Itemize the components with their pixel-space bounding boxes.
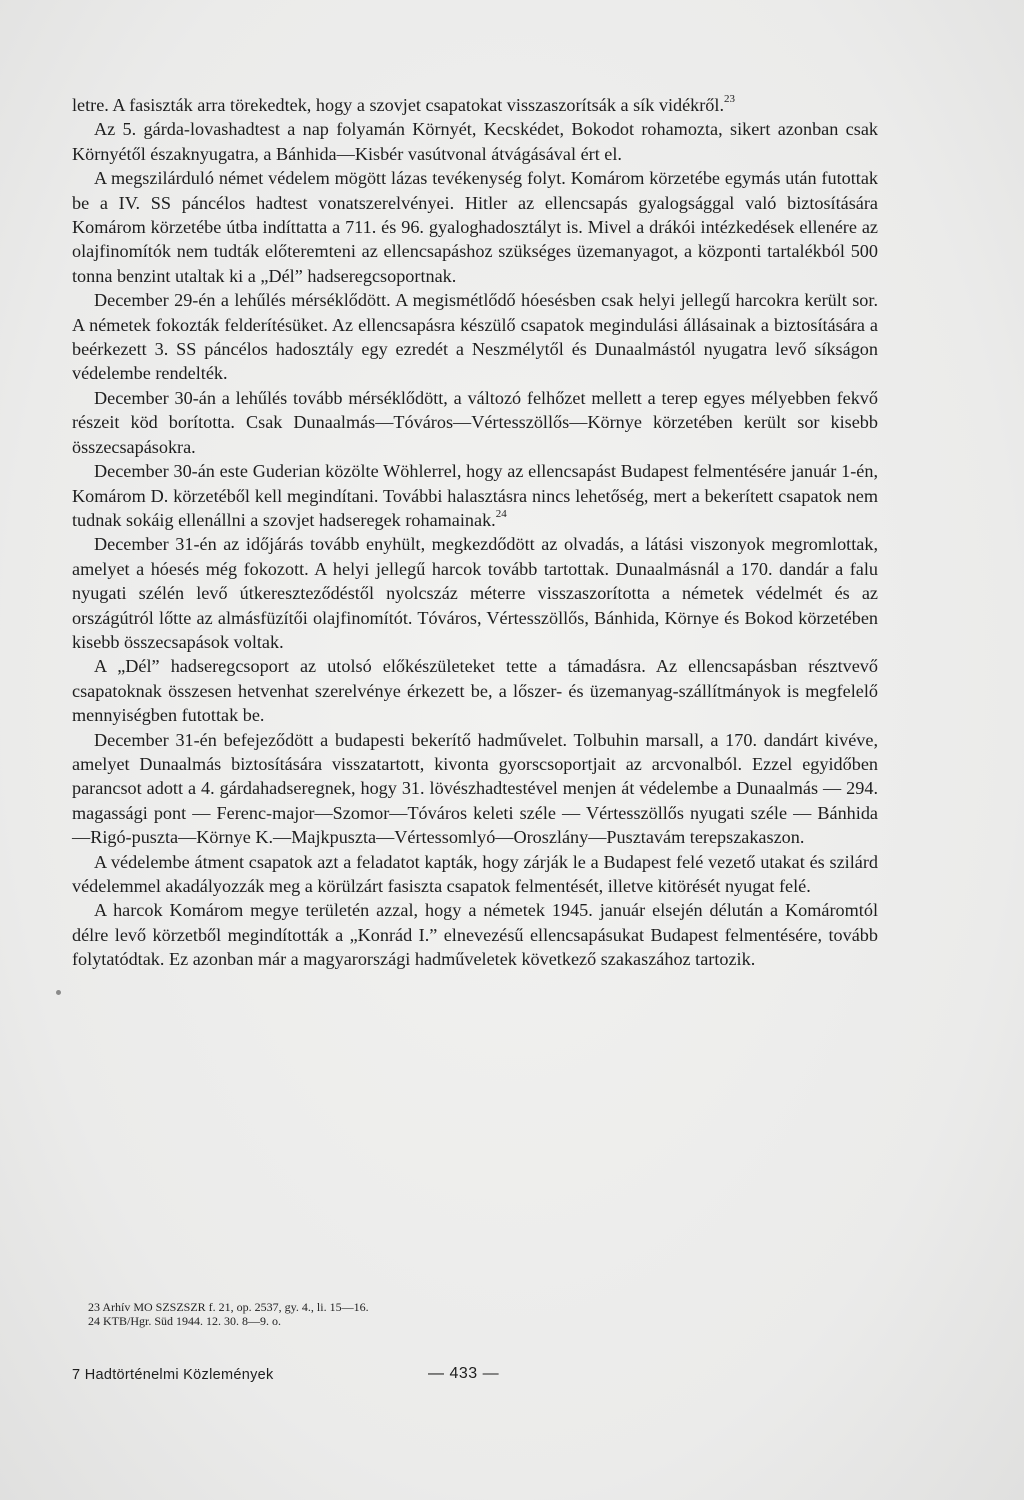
paragraph-text: Az 5. gárda-lovashadtest a nap folyamán Környét, Kecskédet, Bokodot rohamozta, sikert azonban csak Környétől északnyugatra, a Bánhida—Kisbér vasútvonal átvágásával ért el. — [72, 119, 878, 164]
paragraph-text: December 29-én a lehűlés mérséklődött. A megismétlődő hóesésben csak helyi jellegű harcokra került sor. A németek fokozták felderítésüket. Az ellencsapásra készülő csapatok megindulási állásainak a biztosítására a beérkezett 3. SS páncélos hadosztály egy ezredét a Neszmélytől és Dunaalmástól nyugatra levő síkságon védelembe rendelték. — [72, 290, 878, 384]
footnote-23: 23 Arhív MO SZSZSZR f. 21, op. 2537, gy. 4., li. 15—16. — [88, 1300, 369, 1314]
journal-title: 7 Hadtörténelmi Közlemények — [72, 1367, 274, 1383]
paragraph — [72, 850, 878, 899]
paragraph — [72, 288, 878, 386]
footnotes — [88, 1300, 688, 1328]
paragraph — [72, 654, 878, 727]
paragraph-text: A „Dél” hadseregcsoport az utolsó előkészületeket tette a támadásra. Az ellencsapásban résztvevő csapatoknak összesen hetvenhat szerelvénye érkezett be, a lőszer- és üzemanyag-szállítmányok is megfelelő mennyiségben futottak be. — [72, 656, 878, 726]
paragraph — [72, 117, 878, 166]
paragraph-text: letre. A fasiszták arra törekedtek, hogy a szovjet csapatokat visszaszorítsák a sík vidékről. — [72, 95, 725, 115]
paragraph-text: A megszilárduló német védelem mögött lázas tevékenység folyt. Komárom körzetébe egymás után futottak be a IV. SS páncélos hadtest vonatszerelvényei. Hitler az ellencsapás gyalogsággal való biztosítására Komárom körzetébe útba indíttatta a 711. és 96. gyaloghadosztályt is. Mivel a drákói intézkedések ellenére az olajfinomítók nem tudták előteremteni az ellencsapáshoz szükséges üzemanyagot, a központi tartalékból 500 tonna benzint utaltak ki a „Dél” hadseregcsoportnak. — [72, 168, 878, 286]
footnote-ref: 24 — [495, 507, 507, 520]
paragraph — [72, 728, 878, 850]
scan-speck — [56, 990, 61, 995]
footnote-ref: 23 — [724, 92, 736, 105]
paragraph — [72, 898, 878, 971]
page-number: — 433 — — [428, 1365, 500, 1382]
paragraph-text: A védelembe átment csapatok azt a feladatot kapták, hogy zárják le a Budapest felé vezető utakat és szilárd védelemmel akadályozzák meg a körülzárt fasiszta csapatok felmentését, illetve kitörését nyugat felé. — [72, 851, 878, 896]
paragraph — [72, 386, 878, 459]
paragraph-text: December 30-án este Guderian közölte Wöhlerrel, hogy az ellencsapást Budapest felmentésére január 1-én, Komárom D. körzetéből kell megindítani. További halasztásra nincs lehetőség, mert a bekerített csapatok nem tudnak sokáig ellenállni a szovjet hadseregek rohamainak. — [72, 461, 878, 530]
paragraph-text: December 31-én befejeződött a budapesti bekerítő hadművelet. Tolbuhin marsall, a 170. dandárt kivéve, amelyet Dunaalmás biztosítására visszatartott, kivonta gyorscsoportjait az arcvonalból. Ezzel egyidőben parancsot adott a 4. gárdahadseregnek, hogy 31. lövészhadtestével menjen át védelembe a Dunaalmás — 294. magassági pont — Ferenc-major—Szomor—Tóváros keleti széle — Vértesszöllős nyugati széle — Bánhida—Rigó-puszta—Környe K.—Majkpuszta—Vértessomlyó—Oroszlány—Pusztavám terepszakaszon. — [72, 729, 878, 848]
body-text — [72, 93, 878, 972]
paragraph — [72, 93, 878, 117]
footnote-24: 24 KTB/Hgr. Süd 1944. 12. 30. 8—9. o. — [88, 1314, 282, 1328]
paragraph — [72, 166, 878, 288]
paragraph — [72, 532, 878, 654]
paragraph-text: December 30-án a lehűlés tovább mérséklődött, a változó felhőzet mellett a terep egyes mélyebben fekvő részeit köd borította. Csak Dunaalmás—Tóváros—Vértesszöllős—Környe körzetében került sor kisebb összecsapásokra. — [72, 387, 878, 457]
paragraph — [72, 459, 878, 532]
paragraph-text: A harcok Komárom megye területén azzal, hogy a németek 1945. január elsején délután a Komáromtól délre levő körzetből megindították a „Konrád I.” elnevezésű ellencsapásukat Budapest felmentésére, tovább folytatódtak. Ez azonban már a magyarországi hadműveletek következő szakaszához tartozik. — [72, 900, 878, 970]
paragraph-text: December 31-én az időjárás tovább enyhült, megkezdődött az olvadás, a látási viszonyok megromlottak, amelyet a hóesés még fokozott. A helyi jellegű harcok tovább tartottak. Dunaalmásnál a 170. dandár a falu nyugati szélén levő útkereszteződéstől nyolcszáz méterre visszaszorította a németek védelmét és az országútról lőtte az almásfüzítői olajfinomítót. Tóváros, Vértesszöllős, Bánhida, Környe és Bokod körzetében kisebb összecsapások voltak. — [72, 534, 878, 652]
